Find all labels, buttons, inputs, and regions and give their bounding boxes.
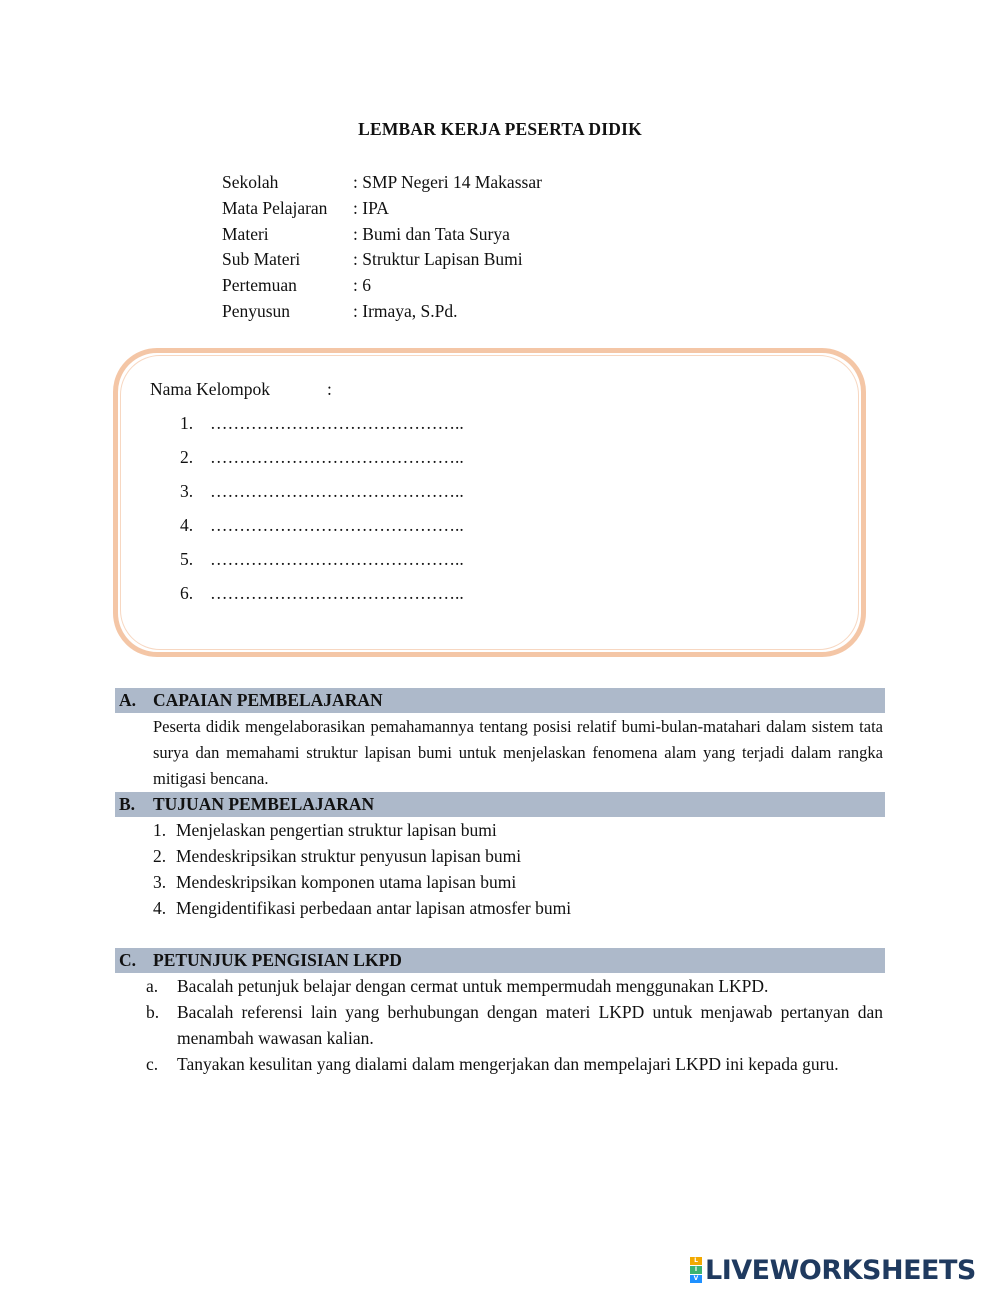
member-blank[interactable]: …………………………………….. bbox=[210, 413, 464, 433]
section-header-a bbox=[115, 688, 885, 713]
goal-text: Menjelaskan pengertian struktur lapisan bumi bbox=[176, 820, 497, 840]
meta-value: : Struktur Lapisan Bumi bbox=[353, 249, 523, 270]
logo-text: LIVEWORKSHEETS bbox=[705, 1254, 976, 1286]
member-number: 2. bbox=[180, 447, 194, 467]
meta-label: Pertemuan bbox=[222, 275, 297, 296]
member-line[interactable] bbox=[180, 481, 464, 502]
member-line[interactable] bbox=[180, 447, 464, 468]
meta-label: Mata Pelajaran bbox=[222, 197, 328, 218]
worksheet-metadata bbox=[222, 170, 542, 325]
instruction-letter: c. bbox=[146, 1054, 159, 1074]
meta-row-school bbox=[222, 170, 542, 196]
instruction-letter: b. bbox=[146, 1002, 160, 1022]
meta-label: Materi bbox=[222, 223, 269, 244]
meta-row-subject bbox=[222, 196, 542, 222]
instruction-text: Tanyakan kesulitan yang dialami dalam mengerjakan dan mempelajari LKPD ini kepada guru. bbox=[177, 1054, 839, 1074]
section-letter: C. bbox=[119, 950, 137, 970]
instruction-item bbox=[146, 1051, 883, 1077]
meta-label: Sekolah bbox=[222, 172, 279, 192]
section-letter: A. bbox=[119, 690, 137, 710]
member-line[interactable] bbox=[180, 583, 464, 604]
goal-text: Mendeskripsikan komponen utama lapisan bumi bbox=[176, 872, 517, 892]
meta-row-meeting bbox=[222, 273, 542, 299]
logo-square: I bbox=[690, 1266, 702, 1274]
section-title: PETUNJUK PENGISIAN LKPD bbox=[153, 950, 402, 970]
member-blank[interactable]: …………………………………….. bbox=[210, 447, 464, 467]
member-number: 1. bbox=[180, 413, 194, 433]
logo-square: V bbox=[690, 1275, 702, 1283]
learning-goal-item bbox=[153, 869, 516, 895]
meta-value: : 6 bbox=[353, 275, 371, 296]
meta-value: : SMP Negeri 14 Makassar bbox=[353, 172, 542, 192]
member-line[interactable] bbox=[180, 515, 464, 536]
goal-number: 3. bbox=[153, 872, 167, 892]
member-number: 6. bbox=[180, 583, 194, 603]
goal-number: 1. bbox=[153, 820, 167, 840]
meta-value: : IPA bbox=[353, 197, 389, 218]
learning-goal-item bbox=[153, 895, 571, 921]
learning-outcome-text: Peserta didik mengelaborasikan pemahamannya tentang posisi relatif bumi-bulan-matahari dalam sistem tata surya dan memahami struktur lapisan bumi untuk menjelaskan fenomena alam yang terjadi dalam rangka mitigasi bencana. bbox=[153, 717, 883, 788]
member-line[interactable] bbox=[180, 413, 464, 434]
member-blank[interactable]: …………………………………….. bbox=[210, 515, 464, 535]
meta-value: : Bumi dan Tata Surya bbox=[353, 223, 510, 244]
instruction-item bbox=[146, 973, 883, 999]
section-header-c bbox=[115, 948, 885, 973]
instruction-text: Bacalah referensi lain yang berhubungan dengan materi LKPD untuk menjawab pertanyan dan menambah wawasan kalian. bbox=[177, 1002, 883, 1048]
logo-square: L bbox=[690, 1257, 702, 1265]
meta-row-material bbox=[222, 222, 542, 248]
goal-number: 2. bbox=[153, 846, 167, 866]
goal-number: 4. bbox=[153, 898, 167, 918]
section-letter: B. bbox=[119, 794, 136, 814]
instruction-text: Bacalah petunjuk belajar dengan cermat untuk mempermudah menggunakan LKPD. bbox=[177, 976, 769, 996]
member-number: 5. bbox=[180, 549, 194, 569]
instruction-item bbox=[146, 999, 883, 1051]
learning-goal-item bbox=[153, 843, 521, 869]
member-blank[interactable]: …………………………………….. bbox=[210, 549, 464, 569]
meta-label: Penyusun bbox=[222, 300, 291, 321]
meta-value: : Irmaya, S.Pd. bbox=[353, 300, 458, 321]
goal-text: Mengidentifikasi perbedaan antar lapisan atmosfer bumi bbox=[176, 898, 572, 918]
group-name-label: Nama Kelompok bbox=[150, 379, 271, 399]
logo-squares-icon bbox=[690, 1257, 702, 1283]
learning-goal-item bbox=[153, 817, 497, 843]
section-title: TUJUAN PEMBELAJARAN bbox=[153, 794, 375, 814]
section-title: CAPAIAN PEMBELAJARAN bbox=[153, 690, 383, 710]
section-header-b bbox=[115, 792, 885, 817]
liveworksheets-logo bbox=[690, 1253, 976, 1287]
meta-label: Sub Materi bbox=[222, 249, 301, 270]
worksheet-title: LEMBAR KERJA PESERTA DIDIK bbox=[358, 119, 642, 139]
member-number: 4. bbox=[180, 515, 194, 535]
meta-row-author bbox=[222, 299, 542, 325]
group-name-colon: : bbox=[327, 379, 332, 399]
meta-row-sub-material bbox=[222, 247, 542, 273]
goal-text: Mendeskripsikan struktur penyusun lapisan bumi bbox=[176, 846, 522, 866]
member-blank[interactable]: …………………………………….. bbox=[210, 481, 464, 501]
member-number: 3. bbox=[180, 481, 194, 501]
member-line[interactable] bbox=[180, 549, 464, 570]
member-blank[interactable]: …………………………………….. bbox=[210, 583, 464, 603]
instruction-letter: a. bbox=[146, 976, 159, 996]
